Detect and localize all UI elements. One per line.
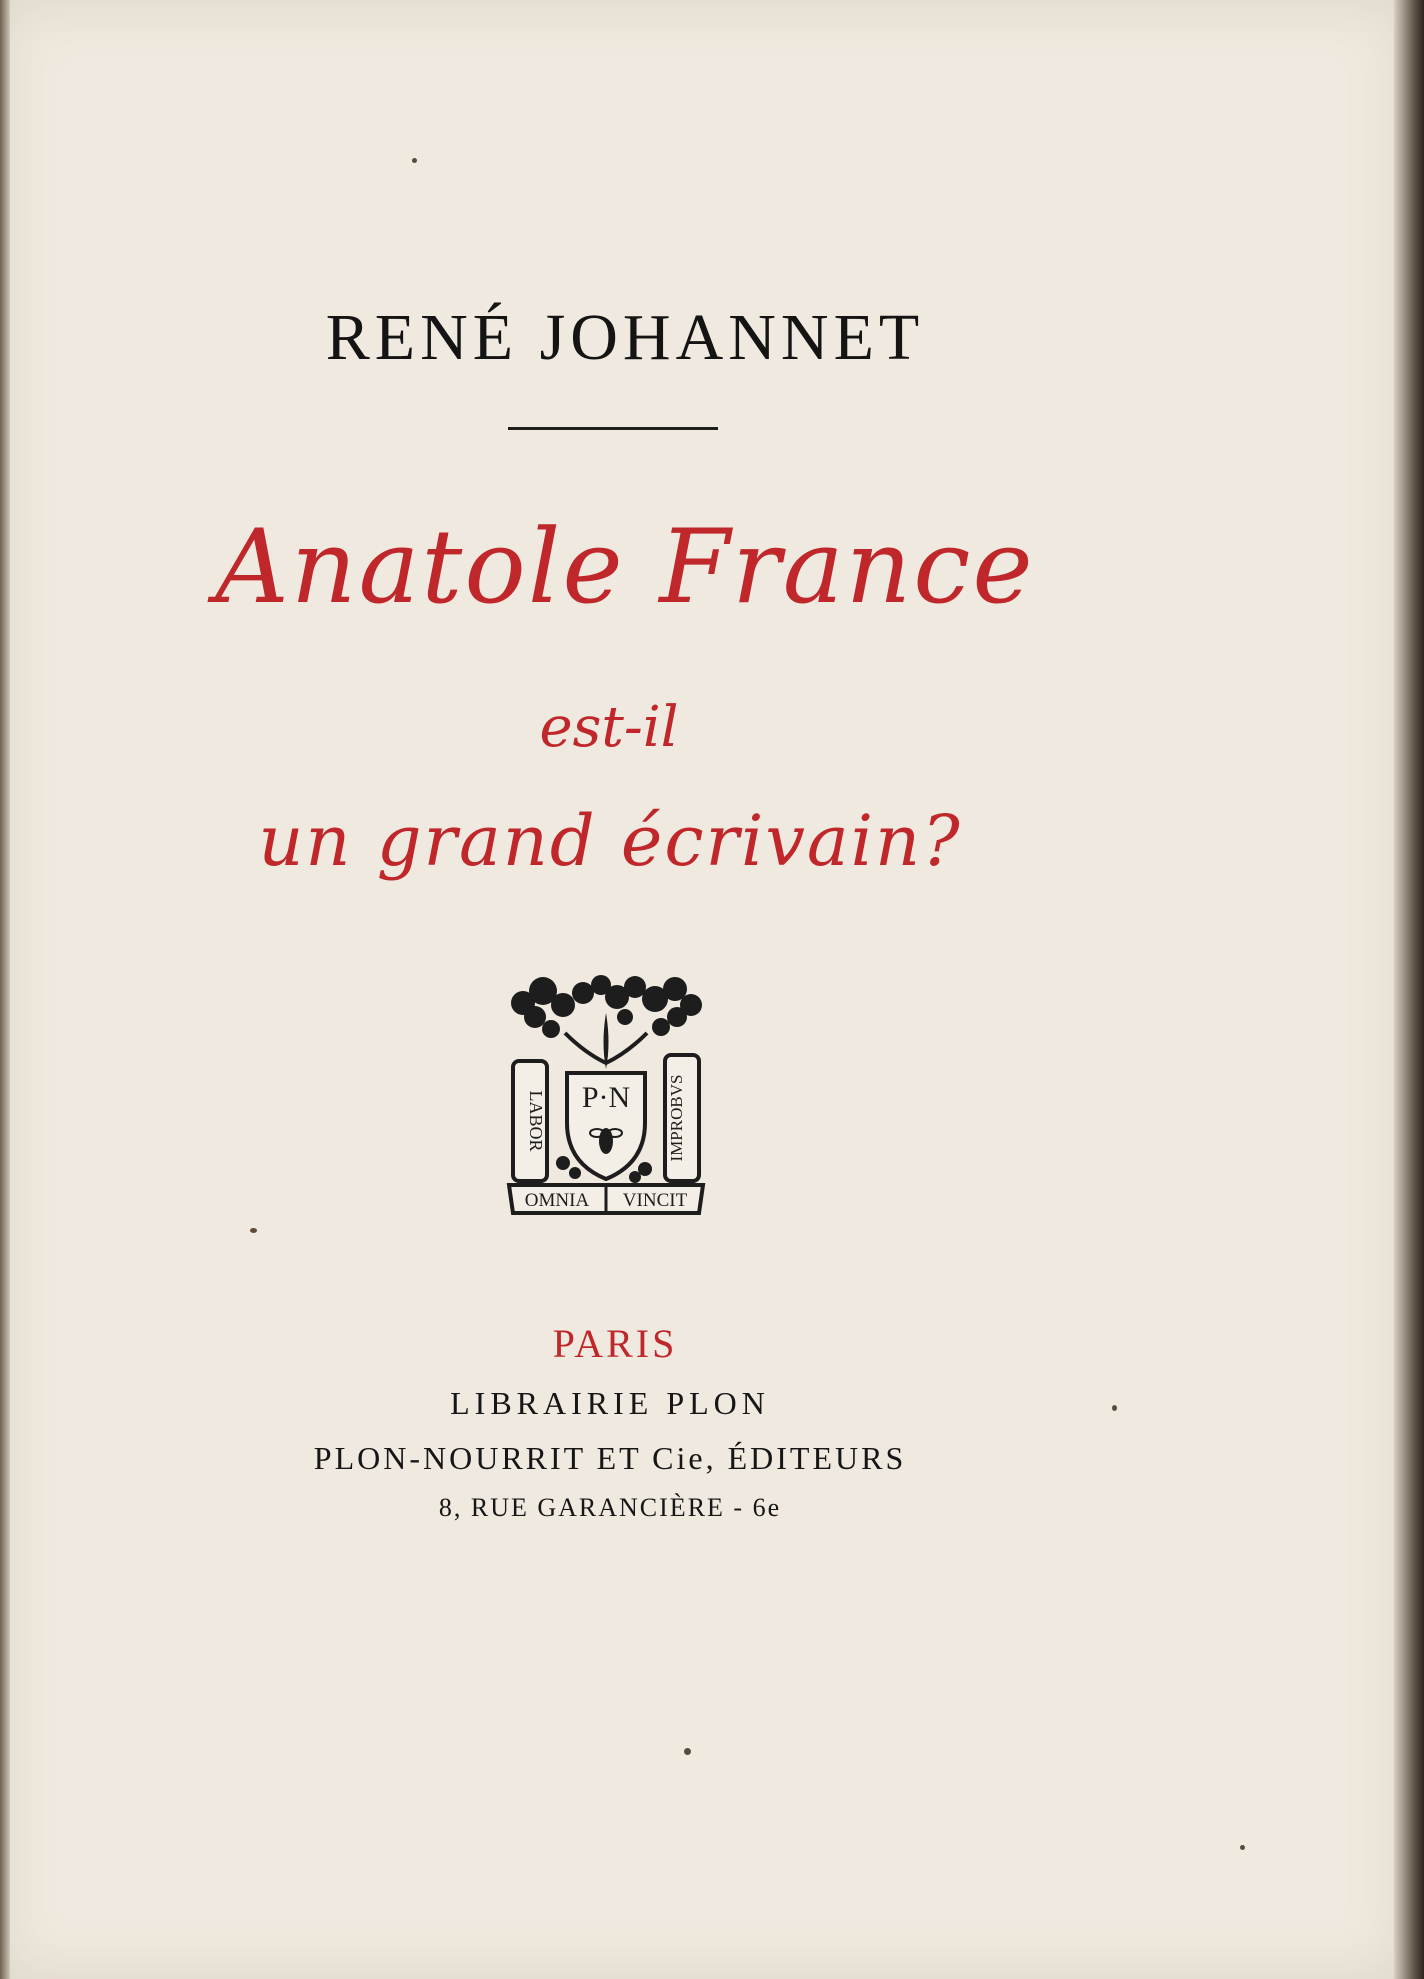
imprint-city: PARIS — [552, 1321, 678, 1366]
monogram: P·N — [581, 1081, 631, 1114]
paper-speck — [250, 1228, 257, 1233]
imprint-editors: PLON-NOURRIT ET Cie, ÉDITEURS — [313, 1440, 907, 1476]
paper-speck — [1112, 1405, 1117, 1411]
motto-bottom-right: VINCIT — [622, 1190, 688, 1211]
paper-speck — [1240, 1845, 1245, 1850]
paper-speck — [684, 1748, 691, 1755]
cover-left-edge — [0, 0, 10, 1979]
motto-bottom-left: OMNIA — [524, 1190, 590, 1211]
author-name: RENÉ JOHANNET — [325, 301, 925, 374]
cover-right-edge — [1394, 0, 1424, 1979]
motto-left: LABOR — [526, 1090, 546, 1152]
publisher-device-emblem — [505, 973, 707, 1219]
title-rule — [508, 427, 718, 430]
imprint-address: 8, RUE GARANCIÈRE - 6e — [438, 1493, 782, 1522]
imprint-publisher: LIBRAIRIE PLON — [450, 1385, 770, 1421]
paper-speck — [412, 158, 417, 163]
subtitle-line-1: est-il — [539, 695, 679, 760]
motto-right: IMPROBVS — [667, 1074, 686, 1162]
book-title: Anatole France — [215, 508, 1035, 627]
bee-icon — [599, 1128, 613, 1154]
subtitle-line-2: un grand écrivain? — [258, 800, 962, 882]
